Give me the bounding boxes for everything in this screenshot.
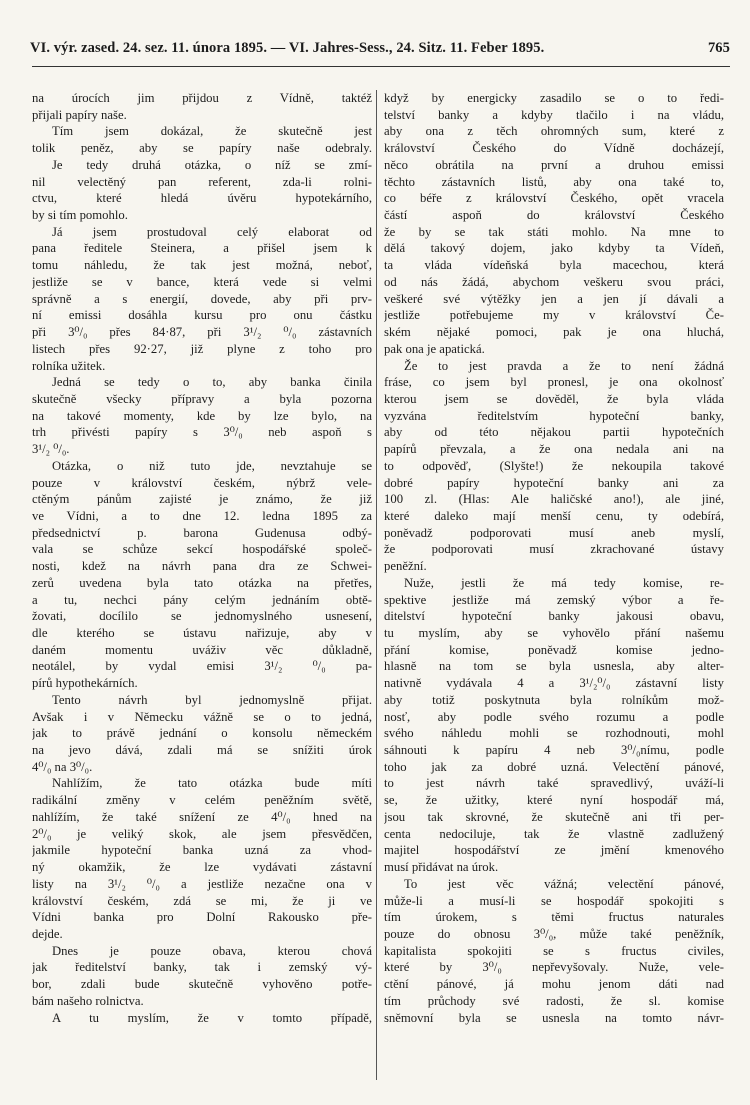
text-line: království Českého do Vídně docházejí, — [384, 141, 724, 156]
text-line: dejde. — [32, 926, 63, 941]
text-line: fráse, co jsem byl pronesl, je ona okolnosť — [384, 375, 724, 390]
text-line: hlasně na tom se byla usnesla, aby alter- — [384, 659, 724, 674]
text-line: kterou jsem se dověděl, že byla vláda — [384, 391, 724, 406]
text-line: ní emissi dosáhla kursu pro onu částku — [32, 308, 372, 323]
text-line: může-li a musí-li se hospodář spokojiti s — [384, 893, 724, 908]
text-line: pak ona je apatická. — [384, 341, 485, 356]
text-line: A tu myslím, že v tomto případě, — [52, 1010, 372, 1025]
text-line: pouze v království českém, nýbrž vele- — [32, 475, 372, 490]
text-line: že podporovati musí zkrachované ústavy — [384, 542, 724, 557]
text-line: jestliže potřebujeme my v království Če- — [384, 308, 724, 323]
text-line: Vídni banka pro Dolní Rakousko pře- — [32, 910, 372, 925]
text-line: království českém, zdá se mi, že ji ve — [32, 893, 372, 908]
right-column — [384, 90, 724, 1026]
text-line: telství banky a kdyby tlačilo i na vládu, — [384, 107, 724, 122]
text-line: bám našeho rolnictva. — [32, 993, 144, 1008]
text-line: pouze do obnosu 3⁰/₀, může také peněžník, — [384, 926, 724, 941]
text-line: vyzvána ředitelstvím hypoteční banky, — [384, 408, 724, 423]
text-line: co béře z království Českého, opět vracela — [384, 191, 724, 206]
text-line: se, že užitky, které nyní hospodář má, — [384, 793, 724, 808]
text-line: pana ředitele Steinera, a přišel jsem k — [32, 241, 372, 256]
text-line: tu myslím, aby se vyhovělo přání našemu — [384, 626, 724, 640]
text-line: dělá takový dojem, jako kdyby ta Vídeň, — [384, 241, 724, 256]
text-line: papírů převzala, a že ona nedala ani na — [384, 442, 724, 457]
text-line: ctvu, které hledá úvěru hypotekárního, — [32, 191, 372, 206]
text-line: ditelství hypoteční banky jakousi obavu, — [384, 609, 724, 624]
text-line: něco obrátila na první a druhou emissi — [384, 157, 724, 172]
column-divider — [376, 90, 377, 1080]
text-line: ctění pánové, já mohu jenom dáti nad — [384, 977, 724, 992]
text-line: na takové momenty, kde by lze bylo, na — [32, 408, 372, 423]
text-line: to odpověď, (Slyšte!) že nekoupila takové — [384, 458, 724, 473]
text-line: skutečně všecky přípravy a byla pozorna — [32, 391, 372, 406]
text-line: aby od této nějakou partii hypotečních — [384, 425, 724, 440]
text-line: Dnes je pouze obava, kterou chová — [52, 943, 372, 958]
text-line: těchto zástavních listů, aby ona také to, — [384, 174, 724, 189]
text-line: toho jak za dobré uzná. Velectění pánové, — [384, 759, 724, 774]
left-column — [32, 90, 372, 1026]
text-line: nosti, kdež na návrh pana dra ze Schwei- — [32, 559, 372, 574]
text-line: centa nedociluje, tak že vlastně zadlužený — [384, 826, 724, 841]
text-line: že by se tak státi mohlo. Na mne to — [384, 224, 724, 239]
text-line: od nás žádá, abychom veškeru svou práci, — [384, 274, 724, 289]
text-line: dobré papíry hypoteční banky ani za — [384, 475, 724, 490]
text-line: musí přidávat na úrok. — [384, 860, 499, 875]
text-line: 2⁰/₀ je veliký skok, ale jsem přesvědčen, — [32, 826, 372, 841]
text-line: ta vláda vídeňská byla macechou, která — [384, 258, 724, 273]
text-line: tím průchody své radosti, že sl. komise — [384, 993, 724, 1008]
text-line: listy na 3¹/₂ ⁰/₀ a jestliže nezačne ona v — [32, 876, 372, 891]
text-line: které by 3⁰/₀ nepřevyšovaly. Nuže, vele- — [384, 960, 724, 975]
text-line: ný okamžik, že lze vydávati zástavní — [32, 860, 372, 875]
text-line: daném momentu uváživ věc důkladně, — [32, 642, 372, 657]
text-line: které daleko mají menší cenu, ty odebírá, — [384, 508, 724, 523]
text-line: ve Vídni, a to dne 12. ledna 1895 za — [32, 508, 372, 523]
text-line: jak to právě jednání o konsolu německém — [32, 726, 372, 741]
text-line: Je tedy druhá otázka, o níž se zmí- — [52, 157, 372, 172]
text-line: správně a s energií, dovede, aby při prv- — [32, 291, 372, 306]
page-number: 765 — [707, 40, 730, 56]
text-line: zerů uvedena byla tato otázka na přetřes, — [32, 575, 372, 590]
text-line: majitel hospodářství ze jmění kmenového — [384, 843, 724, 858]
text-line: na úrocích jim přijdou z Vídně, taktéž — [32, 91, 372, 105]
text-line: jak ředitelství banky, tak i zemský vý- — [32, 960, 372, 975]
text-line: tolik peněz, aby se papíry naše odebraly. — [32, 141, 372, 156]
text-line: Že to jest pravda a že to není žádná — [404, 358, 724, 373]
text-line: Avšak i v Německu vážně se o to jedná, — [32, 709, 372, 724]
text-line: Tento návrh byl jednomyslně přijat. — [52, 692, 372, 707]
text-line: by si tím pomohlo. — [32, 208, 128, 223]
text-line: při 3⁰/₀ přes 84·87, při 3¹/₂ ⁰/₀ zástavních — [32, 325, 372, 340]
text-line: pírů hypothekárních. — [32, 676, 138, 691]
text-line: vala se schůze sekcí hospodářské společ- — [32, 542, 372, 557]
text-line: přání komise, poněvadž komise jedno- — [384, 642, 724, 657]
text-line: tím úrokem, s těmi fructus naturales — [384, 910, 724, 925]
text-line: předsednictví p. barona Gudenusa odbý- — [32, 525, 372, 540]
text-line: jakmile hypoteční banka uzná za vhod- — [32, 843, 372, 858]
text-line: sněmovní byla se usnesla na tomto návr- — [384, 1010, 724, 1025]
text-line: nahlížím, že také snížení ze 4⁰/₀ hned na — [32, 809, 372, 824]
text-line: To jest věc vážná; velectění pánové, — [404, 876, 724, 891]
text-line: 100 zl. (Hlas: Ale haličské ano!), ale jiné, — [384, 492, 724, 507]
text-line: žovati, docílilo se jednomyslného usnesení, — [32, 609, 372, 624]
text-line: spektive jestliže má zemský výbor a ře- — [384, 592, 724, 607]
text-line: Nahlížím, že tato otázka bude míti — [52, 776, 372, 791]
text-line: neotálel, by vydal emisi 3¹/₂ ⁰/₀ pa- — [32, 659, 372, 674]
page-header — [30, 40, 730, 57]
text-line: 3¹/₂ ⁰/₀. — [32, 442, 70, 457]
text-line: bor, zdali bude skutečně vyhověno potře- — [32, 977, 372, 992]
text-line: Nuže, jestli že má tedy komise, re- — [404, 575, 724, 590]
text-line: poněvadž podporovati musí aneb myslí, — [384, 525, 724, 540]
text-line: listech přes 92·27, již plyne z toho pro — [32, 341, 372, 356]
text-line: nosť, aby podle svého rozumu a podle — [384, 709, 724, 724]
text-line: dle kterého se ústavu nařizuje, aby v — [32, 626, 372, 640]
header-title: VI. výr. zased. 24. sez. 11. února 1895. — VI. Jahres-Sess., 24. Sitz. 11. Feber 1895. — [30, 40, 545, 56]
text-line: Otázka, o niž tuto jde, nevztahuje se — [52, 458, 372, 473]
text-line: nativně vydávala 4 a 3¹/₂⁰/₀ zástavní listy — [384, 676, 724, 691]
text-line: ském nějaké pomoci, pak je ona hluchá, — [384, 325, 724, 340]
text-line: přijali papíry naše. — [32, 107, 127, 122]
text-line: aby ona z těch ohromných sum, které z — [384, 124, 724, 139]
text-line: tomu náhledu, že tak jest možná, neboť, — [32, 258, 372, 273]
text-line: nil velectěný pan referent, zda-li rolni- — [32, 174, 372, 189]
text-line: kapitalista spokojiti se s fructus civiles, — [384, 943, 724, 958]
text-line: jestliže se v bance, která vede si velmi — [32, 274, 372, 289]
text-line: 4⁰/₀ na 3⁰/₀. — [32, 759, 93, 774]
text-line: a tu, nechci pány celým jednáním obtě- — [32, 592, 372, 607]
text-line: svého náhledu mohli se rozhodnouti, mohl — [384, 726, 724, 741]
text-line: Já jsem prostudoval celý elaborat od — [52, 224, 372, 239]
text-line: Tím jsem dokázal, že skutečně jest — [52, 124, 372, 139]
text-line: peněžní. — [384, 559, 427, 574]
text-line: trh přivésti papíry s 3⁰/₀ neb aspoň s — [32, 425, 372, 440]
text-line: sáhnouti k papíru 4 neb 3⁰/₀nímu, podle — [384, 743, 724, 758]
text-line: veškeré své výtěžky jen a jen jí dávali a — [384, 291, 724, 306]
text-line: rolníka užitek. — [32, 358, 106, 373]
text-line: částí aspoň do království Českého — [384, 208, 724, 223]
text-line: na jevo dává, zdali má se snížiti úrok — [32, 743, 372, 758]
text-line: to jest návrh také spravedlivý, uváží-li — [384, 776, 724, 791]
header-rule — [32, 66, 730, 67]
text-line: ctěným pánům zajisté je známo, že již — [32, 492, 372, 507]
text-line: radikální změny v celém peněžním světě, — [32, 793, 372, 808]
text-line: když by energicky zasadilo se o to ředi- — [384, 91, 724, 105]
text-line: jsou tak skrovné, že skutečně ani tři per- — [384, 809, 724, 824]
text-line: aby totiž poskytnuta byla rolníkům mož- — [384, 692, 724, 707]
text-line: Jedná se tedy o to, aby banka činila — [52, 375, 372, 390]
